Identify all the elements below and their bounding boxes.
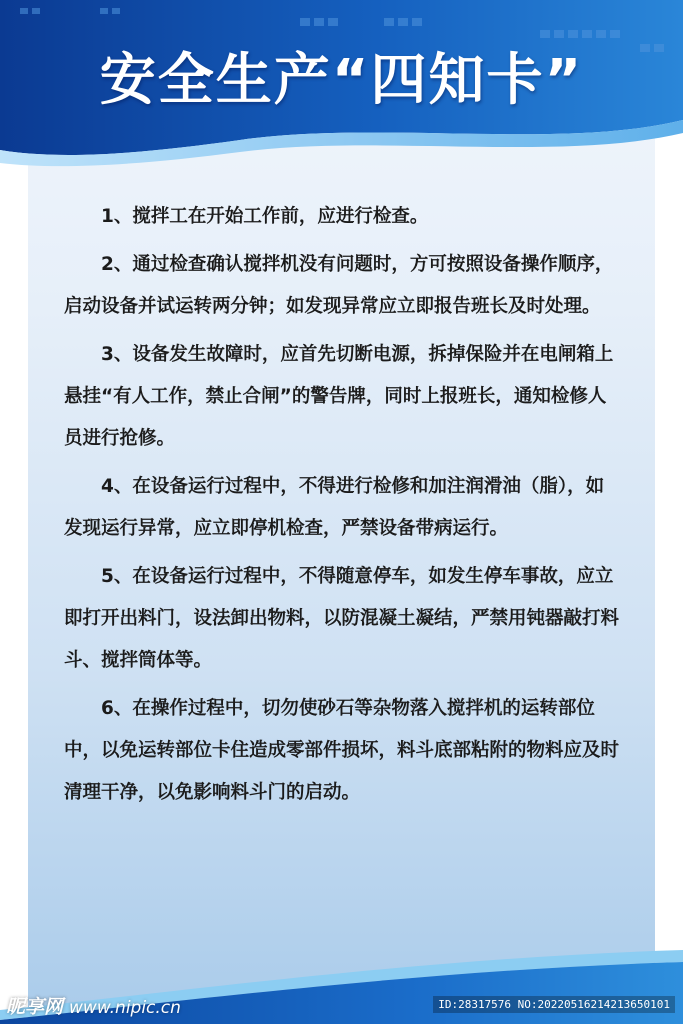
rule-paragraph: 1、搅拌工在开始工作前，应进行检查。: [101, 206, 429, 227]
watermark-logo-text: 昵享网: [6, 996, 64, 1018]
watermark-logo: [6, 992, 181, 1019]
rule-paragraph: 4、在设备运行过程中，不得进行检修和加注润滑油（脂），如发现运行异常，应立即停机检查，严禁设备带病运行。: [64, 476, 605, 539]
watermark-url: www.nipic.cn: [69, 998, 181, 1018]
rules-list: [64, 196, 619, 820]
rule-paragraph: 3、设备发生故障时，应首先切断电源，拆掉保险并在电闸箱上悬挂“有人工作，禁止合闸”的警告牌，同时上报班长，通知检修人员进行抢修。: [64, 344, 614, 449]
rule-paragraph: 2、通过检查确认搅拌机没有问题时，方可按照设备操作顺序，启动设备并试运转两分钟；如发现异常应立即报告班长及时处理。: [64, 254, 614, 317]
rule-paragraph: 6、在操作过程中，切勿使砂石等杂物落入搅拌机的运转部位中，以免运转部位卡住造成零部件损坏，料斗底部粘附的物料应及时清理干净，以免影响料斗门的启动。: [64, 698, 620, 803]
rule-paragraph: 5、在设备运行过程中，不得随意停车，如发生停车事故，应立即打开出料门，设法卸出物料，以防混凝土凝结，严禁用钝器敲打料斗、搅拌筒体等。: [64, 566, 620, 671]
watermark-id: ID:28317576 NO:20220516214213650101: [433, 996, 675, 1013]
poster-title: 安全生产“四知卡”: [99, 48, 584, 113]
